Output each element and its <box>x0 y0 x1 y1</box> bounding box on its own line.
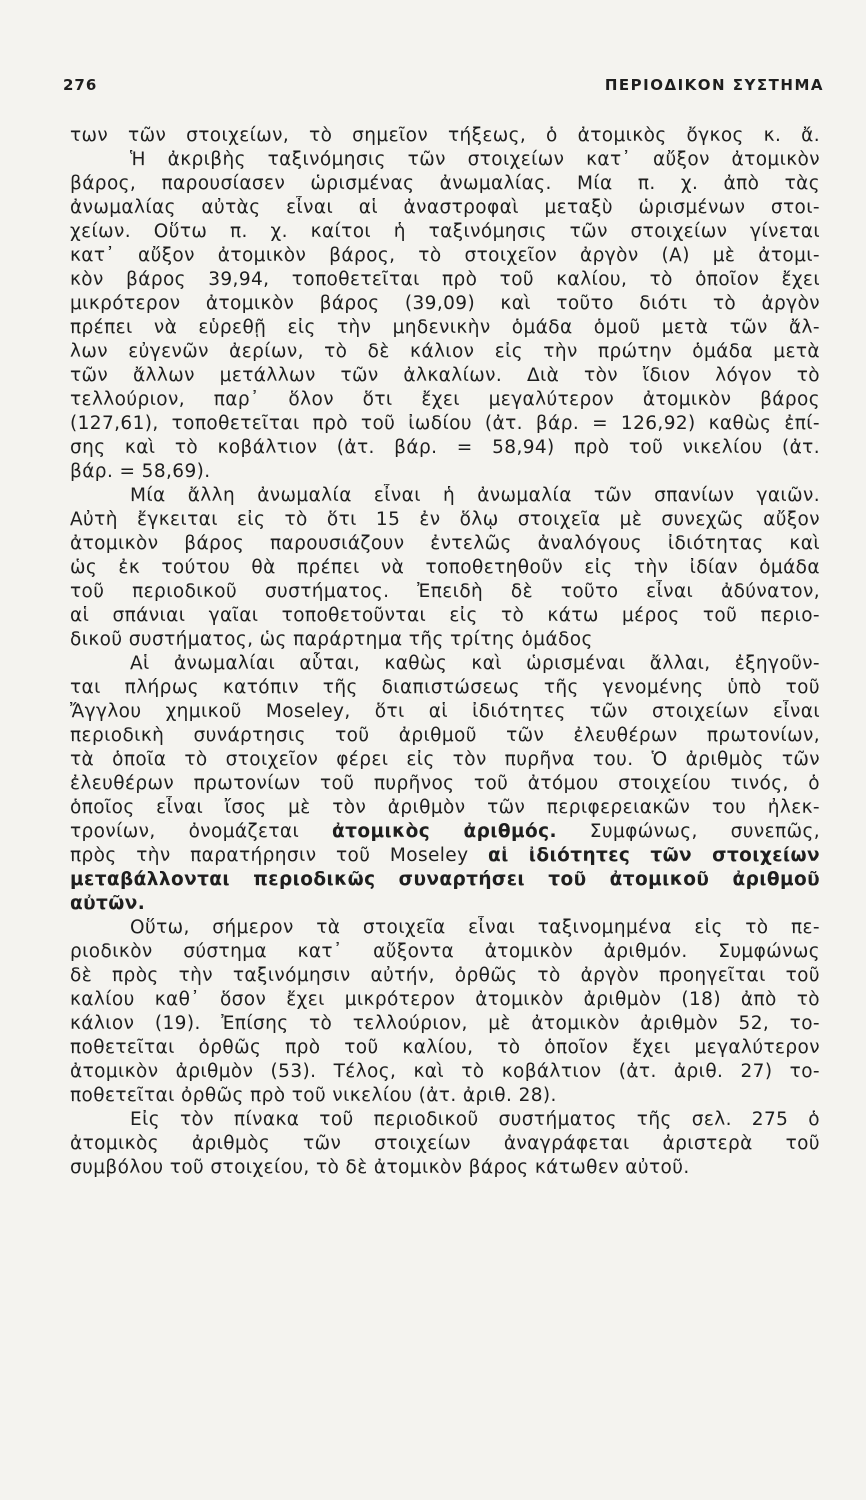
text-line: ἀνωμαλίας αὐτὰς εἶναι αἱ ἀναστροφαὶ μεταξὺ ὡρισμένων στοι- <box>70 197 820 218</box>
text-line: Οὕτω, σήμερον τὰ στοιχεῖα εἶναι ταξινομημένα εἰς τὸ πε- <box>130 917 820 938</box>
bleed-through-shadow <box>830 320 860 1020</box>
text-line: λων εὐγενῶν ἀερίων, τὸ δὲ κάλιον εἰς τὴν πρώτην ὁμάδα μετὰ <box>70 341 820 362</box>
text-line: ἀτομικὸν ἀριθμὸν (53). Τέλος, καὶ τὸ κοβάλτιον (ἀτ. ἀριθ. 27) το- <box>70 1061 820 1082</box>
text-line: βάρος, παρουσίασεν ὡρισμένας ἀνωμαλίας. Μία π. χ. ἀπὸ τὰς <box>70 173 820 194</box>
running-head: ΠΕΡΙΟΔΙΚΟΝ ΣΥΣΤΗΜΑ <box>604 76 824 94</box>
body-text <box>70 124 820 1180</box>
text-line: (127,61), τοποθετεῖται πρὸ τοῦ ἰωδίου (ἀτ. βάρ. = 126,92) καθὼς ἐπί- <box>70 413 820 434</box>
text-line: τῶν ἄλλων μετάλλων τῶν ἀλκαλίων. Διὰ τὸν ἴδιον λόγον τὸ <box>70 365 820 386</box>
text-line: ἀτομικὸς ἀριθμὸς τῶν στοιχείων ἀναγράφεται ἀριστερὰ τοῦ <box>70 1133 820 1154</box>
text-line: ποθετεῖται ὀρθῶς πρὸ τοῦ καλίου, τὸ ὁποῖον ἔχει μεγαλύτερον <box>70 1037 820 1058</box>
bold-statement-line: μεταβάλλονται περιοδικῶς συναρτήσει τοῦ ἀτομικοῦ ἀριθμοῦ <box>70 869 820 890</box>
text-line: δικοῦ συστήματος, ὡς παράρτημα τῆς τρίτης ὁμάδος <box>70 629 593 650</box>
text-line: αἱ σπάνιαι γαῖαι τοποθετοῦνται εἰς τὸ κάτω μέρος τοῦ περιο- <box>70 605 820 626</box>
text-line: ἀτομικὸν βάρος παρουσιάζουν ἐντελῶς ἀναλόγους ἰδιότητας καὶ <box>70 533 820 554</box>
text-span: Συμφώνως, συνεπῶς, <box>556 821 820 842</box>
text-line: μικρότερον ἀτομικὸν βάρος (39,09) καὶ τοῦτο διότι τὸ ἀργὸν <box>70 293 820 314</box>
text-line: κὸν βάρος 39,94, τοποθετεῖται πρὸ τοῦ καλίου, τὸ ὁποῖον ἔχει <box>70 269 820 290</box>
text-line: Μία ἄλλη ἀνωμαλία εἶναι ἡ ἀνωμαλία τῶν σπανίων γαιῶν. <box>130 485 820 506</box>
text-span: πρὸς τὴν παρατήρησιν τοῦ Moseley <box>70 845 488 866</box>
text-line: βάρ. = 58,69). <box>70 461 211 482</box>
page-number: 276 <box>63 76 98 94</box>
text-line: δὲ πρὸς τὴν ταξινόμησιν αὐτήν, ὀρθῶς τὸ ἀργὸν προηγεῖται τοῦ <box>70 965 820 986</box>
text-line: σης καὶ τὸ κοβάλτιον (ἀτ. βάρ. = 58,94) πρὸ τοῦ νικελίου (ἀτ. <box>70 437 820 458</box>
text-line <box>70 844 820 868</box>
text-line: Αὐτὴ ἔγκειται εἰς τὸ ὅτι 15 ἐν ὅλῳ στοιχεῖα μὲ συνεχῶς αὔξον <box>70 509 820 530</box>
text-line: τὰ ὁποῖα τὸ στοιχεῖον φέρει εἰς τὸν πυρῆνα του. Ὁ ἀριθμὸς τῶν <box>70 749 820 770</box>
text-line: καλίου καθ᾽ ὅσον ἔχει μικρότερον ἀτομικὸν ἀριθμὸν (18) ἀπὸ τὸ <box>70 989 820 1010</box>
text-line: ριοδικὸν σύστημα κατ᾽ αὔξοντα ἀτομικὸν ἀριθμόν. Συμφώνως <box>70 941 820 962</box>
text-line: περιοδικὴ συνάρτησις τοῦ ἀριθμοῦ τῶν ἐλευθέρων πρωτονίων, <box>70 725 820 746</box>
bold-term: ἀτομικὸς ἀριθμός. <box>332 821 557 842</box>
text-line: των τῶν στοιχείων, τὸ σημεῖον τήξεως, ὁ ἀτομικὸς ὄγκος κ. ἄ. <box>70 125 820 146</box>
text-line: ται πλήρως κατόπιν τῆς διαπιστώσεως τῆς γενομένης ὑπὸ τοῦ <box>70 677 820 698</box>
text-line: τελλούριον, παρ᾽ ὅλον ὅτι ἔχει μεγαλύτερον ἀτομικὸν βάρος <box>70 389 820 410</box>
text-line: ὡς ἐκ τούτου θὰ πρέπει νὰ τοποθετηθοῦν εἰς τὴν ἰδίαν ὁμάδα <box>70 557 820 578</box>
bold-statement-line: αὐτῶν. <box>70 893 146 914</box>
text-line: ὁποῖος εἶναι ἴσος μὲ τὸν ἀριθμὸν τῶν περιφερειακῶν του ἠλεκ- <box>70 797 820 818</box>
text-line: κάλιον (19). Ἐπίσης τὸ τελλούριον, μὲ ἀτομικὸν ἀριθμὸν 52, το- <box>70 1013 820 1034</box>
text-line: συμβόλου τοῦ στοιχείου, τὸ δὲ ἀτομικὸν βάρος κάτωθεν αὐτοῦ. <box>70 1157 690 1178</box>
text-line <box>70 820 820 844</box>
text-line: Εἰς τὸν πίνακα τοῦ περιοδικοῦ συστήματος τῆς σελ. 275 ὁ <box>130 1109 820 1130</box>
text-line: χείων. Οὕτω π. χ. καίτοι ἡ ταξινόμησις τῶν στοιχείων γίνεται <box>70 221 820 242</box>
page-header <box>63 76 824 98</box>
bold-statement: αἱ ἰδιότητες τῶν στοιχείων <box>487 845 820 866</box>
text-line: τοῦ περιοδικοῦ συστήματος. Ἐπειδὴ δὲ τοῦτο εἶναι ἀδύνατον, <box>70 581 820 602</box>
text-span: τρονίων, ὀνομάζεται <box>70 821 333 842</box>
text-line: κατ᾽ αὔξον ἀτομικὸν βάρος, τὸ στοιχεῖον ἀργὸν (Α) μὲ ἀτομι- <box>70 245 820 266</box>
text-line: πρέπει νὰ εὑρεθῇ εἰς τὴν μηδενικὴν ὁμάδα ὁμοῦ μετὰ τῶν ἄλ- <box>70 317 820 338</box>
text-line: ποθετεῖται ὀρθῶς πρὸ τοῦ νικελίου (ἀτ. ἀριθ. 28). <box>70 1085 557 1106</box>
text-line: Ἄγγλου χημικοῦ Moseley, ὅτι αἱ ἰδιότητες τῶν στοιχείων εἶναι <box>70 701 820 722</box>
text-line: ἐλευθέρων πρωτονίων τοῦ πυρῆνος τοῦ ἀτόμου στοιχείου τινός, ὁ <box>70 773 820 794</box>
text-line: Αἱ ἀνωμαλίαι αὗται, καθὼς καὶ ὡρισμέναι ἄλλαι, ἐξηγοῦν- <box>130 653 820 674</box>
text-line: Ἡ ἀκριβὴς ταξινόμησις τῶν στοιχείων κατ᾽ αὔξον ἀτομικὸν <box>130 149 820 170</box>
